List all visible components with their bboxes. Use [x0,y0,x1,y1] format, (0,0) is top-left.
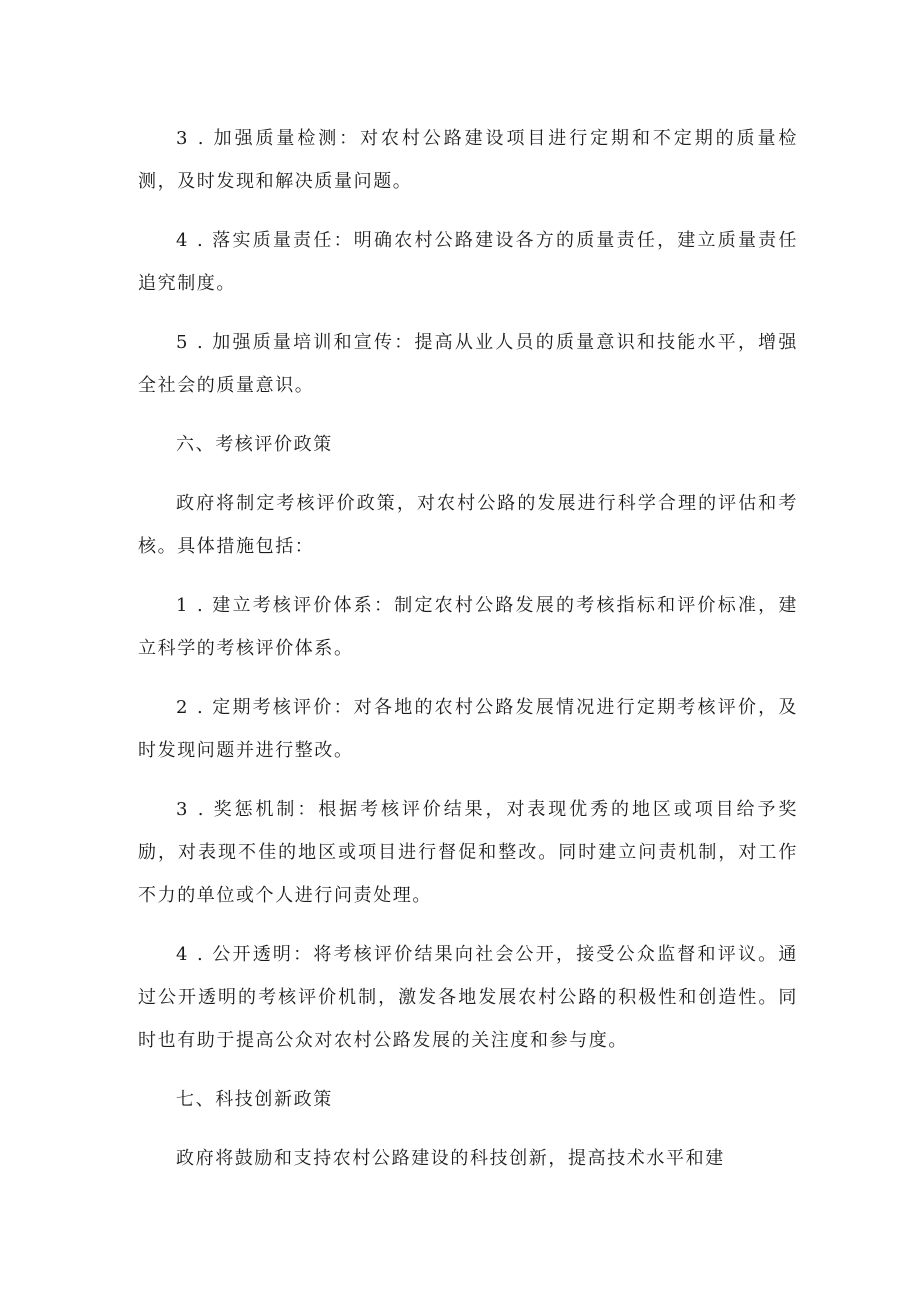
paragraph-quality-inspection: 3 . 加强质量检测：对农村公路建设项目进行定期和不定期的质量检测，及时发现和解决质量问题。 [138,128,798,192]
document-body [138,117,798,1196]
paragraph-quality-responsibility: 4 . 落实质量责任：明确农村公路建设各方的质量责任，建立质量责任追究制度。 [138,230,798,294]
paragraph-quality-training: 5 . 加强质量培训和宣传：提高从业人员的质量意识和技能水平，增强全社会的质量意识。 [138,332,798,396]
section-heading-evaluation-policy: 六、考核评价政策 [176,434,333,455]
paragraph-evaluation-system: 1 . 建立考核评价体系：制定农村公路发展的考核指标和评价标准，建立科学的考核评价体系。 [138,595,798,659]
paragraph-transparency: 4 . 公开透明：将考核评价结果向社会公开，接受公众监督和评议。通过公开透明的考核评价机制，激发各地发展农村公路的积极性和创造性。同时也有助于提高公众对农村公路发展的关注度和参与度。 [138,944,798,1051]
section-heading-innovation-policy: 七、科技创新政策 [176,1089,333,1110]
paragraph-evaluation-intro: 政府将制定考核评价政策，对农村公路的发展进行科学合理的评估和考核。具体措施包括： [138,493,798,557]
paragraph-reward-punishment: 3 . 奖惩机制：根据考核评价结果，对表现优秀的地区或项目给予奖励，对表现不佳的地区或项目进行督促和整改。同时建立问责机制，对工作不力的单位或个人进行问责处理。 [138,799,798,906]
paragraph-innovation-intro: 政府将鼓励和支持农村公路建设的科技创新，提高技术水平和建 [176,1148,725,1169]
paragraph-periodic-evaluation: 2 . 定期考核评价：对各地的农村公路发展情况进行定期考核评价，及时发现问题并进行整改。 [138,697,798,761]
